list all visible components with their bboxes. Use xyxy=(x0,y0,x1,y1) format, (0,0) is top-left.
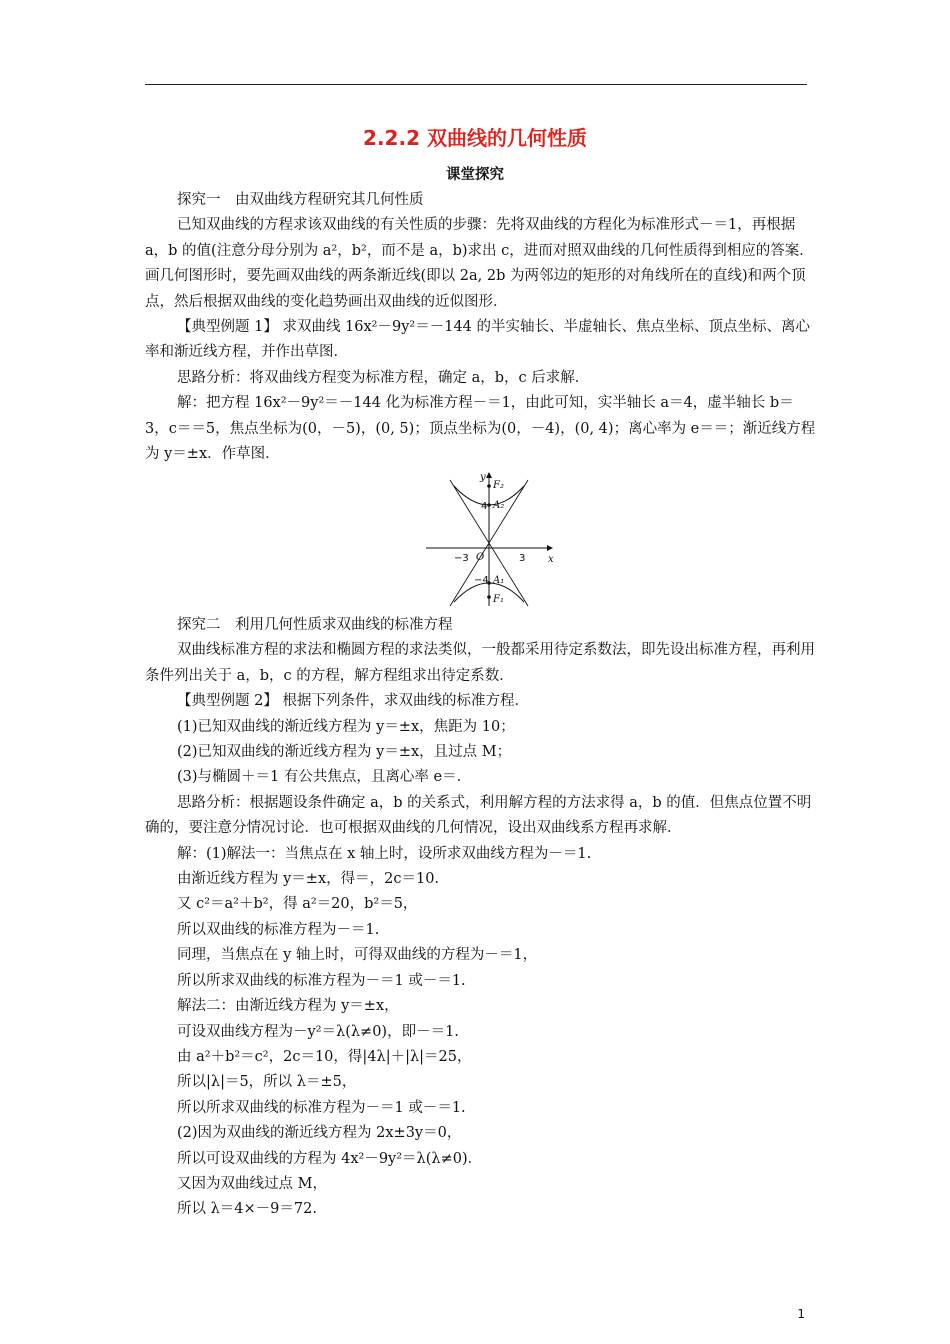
vertex-a2-label: A₂ xyxy=(493,500,505,511)
origin-label: O xyxy=(476,552,485,563)
tick-x-neg: −3 xyxy=(454,553,469,564)
example-1-statement: 【典型例题 1】 求双曲线 16x²－9y²＝－144 的半实轴长、半虚轴长、焦点坐标、顶点坐标、离心率和渐近线方程，并作出草图． xyxy=(145,319,811,361)
tick-y-neg: −4 xyxy=(474,575,489,586)
example-2-condition-1: (1)已知双曲线的渐近线方程为 y＝±x，焦距为 10； xyxy=(177,718,515,735)
vertex-a1-label: A₁ xyxy=(493,575,505,586)
tick-y-pos: 4 xyxy=(481,501,488,512)
focus-f1-label: F₁ xyxy=(493,594,504,605)
header-rule xyxy=(145,84,807,85)
example-1-solution: 解：把方程 16x²－9y²＝－144 化为标准方程－＝1，由此可知，实半轴长 a＝4，虚半轴长 b＝3，c＝＝5，焦点坐标为(0，－5)，(0, 5)；顶点坐标为(0，－4)，(0, 4)；离心率为 e＝＝；渐近线方程为 y＝±x．作草图． xyxy=(145,395,816,463)
section-2 xyxy=(145,613,817,1223)
tick-x-pos: 3 xyxy=(519,553,526,564)
example-2-condition-3: (3)与椭圆＋＝1 有公共焦点，且离心率 e＝． xyxy=(177,769,472,786)
y-axis-label: y xyxy=(480,472,486,483)
example-1-analysis: 思路分析：将双曲线方程变为标准方程，确定 a，b，c 后求解． xyxy=(177,369,590,386)
section-1 xyxy=(145,188,817,467)
solution-line: 解：(1)解法一：当焦点在 x 轴上时，设所求双曲线方程为－＝1. xyxy=(177,845,592,862)
page-number: 1 xyxy=(797,1307,805,1321)
solution-line: 解法二：由渐近线方程为 y＝±x， xyxy=(177,998,399,1015)
solution-line: (2)因为双曲线的渐近线方程为 2x±3y＝0， xyxy=(177,1125,462,1142)
section-2-paragraph: 双曲线标准方程的求法和椭圆方程的求法类似，一般都采用待定系数法，即先设出标准方程，再利用条件列出关于 a，b，c 的方程，解方程组求出待定系数． xyxy=(145,642,815,684)
section-2-heading: 探究二 利用几何性质求双曲线的标准方程 xyxy=(177,617,453,633)
solution-line: 又 c²＝a²＋b²，得 a²＝20，b²＝5， xyxy=(177,896,418,913)
section-subtitle: 课堂探究 xyxy=(446,167,504,183)
x-axis-label: x xyxy=(548,554,554,565)
solution-line: 所以所求双曲线的标准方程为－＝1 或－＝1. xyxy=(177,972,466,989)
solution-line: 由 a²＋b²＝c²，2c＝10，得|4λ|＋|λ|＝25， xyxy=(177,1048,472,1065)
solution-line: 可设双曲线方程为－y²＝λ(λ≠0)，即－＝1. xyxy=(177,1023,459,1040)
hyperbola-sketch xyxy=(424,470,564,610)
section-1-heading: 探究一 由双曲线方程研究其几何性质 xyxy=(177,192,424,208)
focus-f2-label: F₂ xyxy=(493,480,504,491)
page-title: 2.2.2 双曲线的几何性质 xyxy=(363,126,587,150)
solution-line: 所以所求双曲线的标准方程为－＝1 或－＝1. xyxy=(177,1099,466,1116)
solution-line: 由渐近线方程为 y＝±x，得＝，2c＝10. xyxy=(177,871,440,888)
solution-line: 同理，当焦点在 y 轴上时，可得双曲线的方程为－＝1， xyxy=(177,947,538,964)
solution-line: 所以可设双曲线的方程为 4x²－9y²＝λ(λ≠0)． xyxy=(177,1150,483,1167)
example-2-statement: 【典型例题 2】 根据下列条件，求双曲线的标准方程． xyxy=(177,693,529,710)
solution-line: 所以|λ|＝5，所以 λ＝±5， xyxy=(177,1074,357,1091)
solution-line: 所以双曲线的标准方程为－＝1. xyxy=(177,921,380,938)
solution-line: 所以 λ＝4×－9＝72. xyxy=(177,1201,317,1218)
solution-line: 又因为双曲线过点 M， xyxy=(177,1175,327,1192)
example-2-condition-2: (2)已知双曲线的渐近线方程为 y＝±x，且过点 M； xyxy=(177,744,512,761)
example-2-analysis: 思路分析：根据题设条件确定 a，b 的关系式，利用解方程的方法求得 a，b 的值．但焦点位置不明确的，要注意分情况讨论．也可根据双曲线的几何情况，设出双曲线系方程再求解． xyxy=(145,794,812,837)
section-1-paragraph: 已知双曲线的方程求该双曲线的有关性质的步骤：先将双曲线的方程化为标准形式－＝1，再根据 a，b 的值(注意分母分别为 a²，b²，而不是 a，b)求出 c，进而对照双曲线的几何性质得到相应的答案．画几何图形时，要先画双曲线的两条渐近线(即以 2a, 2b 为两邻边的矩形的对角线所在的直线)和两个顶点，然后根据双曲线的变化趋势画出双曲线的近似图形． xyxy=(145,217,814,310)
